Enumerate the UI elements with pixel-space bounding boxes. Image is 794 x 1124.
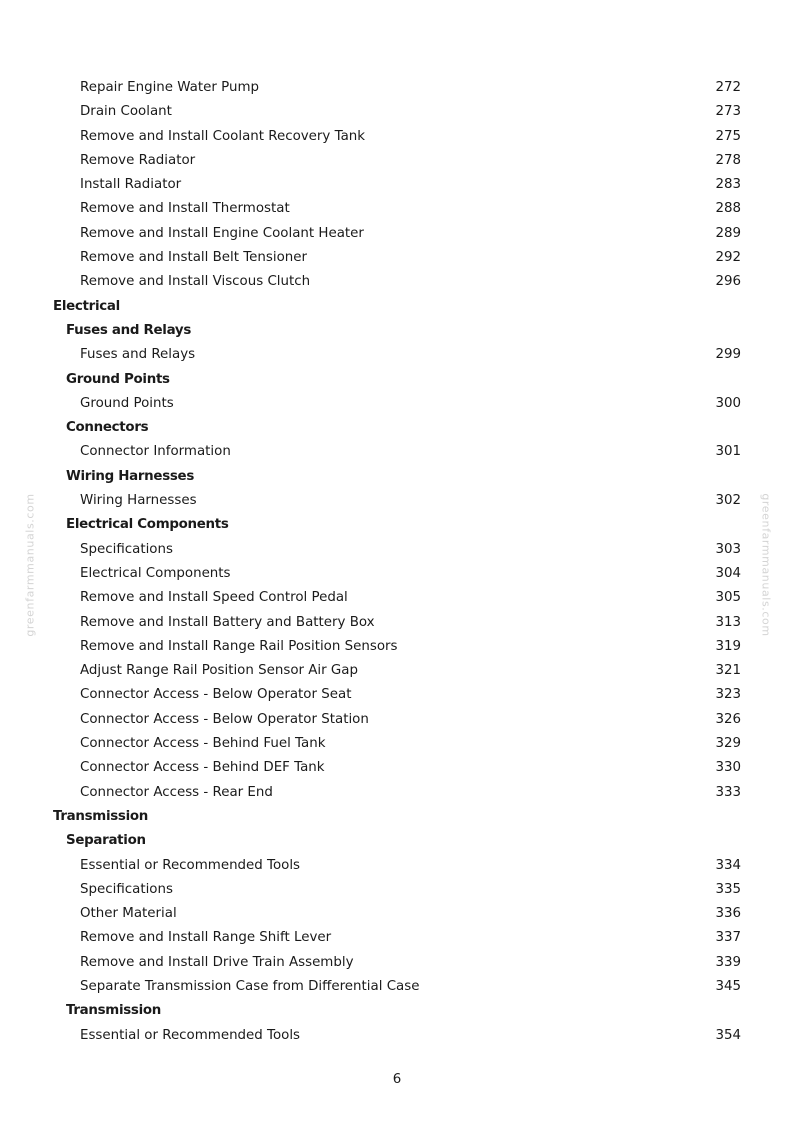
toc-page-number: 301 bbox=[715, 444, 741, 460]
toc-title: Remove and Install Range Shift Lever bbox=[80, 930, 332, 946]
toc-entry[interactable] bbox=[0, 975, 794, 999]
toc-entry[interactable] bbox=[0, 708, 794, 732]
toc-page-number: 278 bbox=[715, 152, 741, 168]
toc-title: Remove and Install Coolant Recovery Tank bbox=[80, 128, 366, 144]
toc-page-number: 339 bbox=[715, 954, 741, 970]
toc-entry[interactable] bbox=[0, 951, 794, 975]
toc-title: Essential or Recommended Tools bbox=[80, 857, 301, 873]
toc-title: Remove and Install Battery and Battery Box bbox=[80, 614, 375, 630]
toc-title: Essential or Recommended Tools bbox=[80, 1027, 301, 1043]
toc-subsection bbox=[0, 319, 794, 343]
toc-page-number: 319 bbox=[715, 638, 741, 654]
toc-page-number: 323 bbox=[715, 687, 741, 703]
page-number: 6 bbox=[392, 1072, 402, 1087]
toc-entry[interactable] bbox=[0, 246, 794, 270]
toc-title: Connector Access - Below Operator Seat bbox=[80, 687, 352, 703]
toc-page-number: 275 bbox=[715, 128, 741, 144]
toc-title: Drain Coolant bbox=[80, 104, 172, 120]
toc-entry[interactable] bbox=[0, 854, 794, 878]
toc-title: Adjust Range Rail Position Sensor Air Gap bbox=[80, 663, 358, 679]
toc-page-number: 335 bbox=[715, 881, 741, 897]
toc-title: Other Material bbox=[80, 906, 177, 922]
toc-entry[interactable] bbox=[0, 635, 794, 659]
toc-page-number: 300 bbox=[715, 395, 741, 411]
watermark-right: greenfarmmanuals.com bbox=[759, 493, 773, 637]
toc-entry[interactable] bbox=[0, 902, 794, 926]
toc-entry[interactable] bbox=[0, 538, 794, 562]
toc-page-number: 273 bbox=[715, 104, 741, 120]
toc-page-number: 292 bbox=[715, 250, 741, 266]
toc-entry[interactable] bbox=[0, 926, 794, 950]
toc-page-number: 337 bbox=[715, 930, 741, 946]
toc-page-number: 334 bbox=[715, 857, 741, 873]
toc-title: Separate Transmission Case from Differential Case bbox=[80, 978, 420, 994]
toc-subsection bbox=[0, 465, 794, 489]
toc-title: Remove and Install Belt Tensioner bbox=[80, 250, 308, 266]
toc-title: Wiring Harnesses bbox=[80, 493, 197, 509]
toc-page-number: 289 bbox=[715, 225, 741, 241]
toc-title: Electrical Components bbox=[66, 517, 229, 533]
toc-title: Electrical Components bbox=[80, 565, 231, 581]
toc-title: Connector Information bbox=[80, 444, 231, 460]
toc-title: Connectors bbox=[66, 420, 149, 436]
toc-page-number: 299 bbox=[715, 347, 741, 363]
toc-entry[interactable] bbox=[0, 878, 794, 902]
toc-section bbox=[0, 805, 794, 829]
toc-title: Transmission bbox=[66, 1003, 162, 1019]
toc-entry[interactable] bbox=[0, 76, 794, 100]
toc-page-number: 303 bbox=[715, 541, 741, 557]
toc-page-number: 288 bbox=[715, 201, 741, 217]
toc-page-number: 305 bbox=[715, 590, 741, 606]
toc-entry[interactable] bbox=[0, 756, 794, 780]
toc-title: Electrical bbox=[53, 298, 120, 314]
toc-subsection bbox=[0, 513, 794, 537]
toc-entry[interactable] bbox=[0, 586, 794, 610]
toc-entry[interactable] bbox=[0, 489, 794, 513]
toc-title: Connector Access - Below Operator Station bbox=[80, 711, 369, 727]
toc-page-number: 321 bbox=[715, 663, 741, 679]
toc-title: Ground Points bbox=[80, 395, 174, 411]
toc-section bbox=[0, 295, 794, 319]
toc-entry[interactable] bbox=[0, 781, 794, 805]
toc-entry[interactable] bbox=[0, 562, 794, 586]
toc-entry[interactable] bbox=[0, 611, 794, 635]
toc-page-number: 302 bbox=[715, 493, 741, 509]
toc-title: Remove Radiator bbox=[80, 152, 196, 168]
toc-page-number: 313 bbox=[715, 614, 741, 630]
toc-title: Remove and Install Thermostat bbox=[80, 201, 290, 217]
toc-page-number: 345 bbox=[715, 978, 741, 994]
toc-subsection bbox=[0, 416, 794, 440]
toc-page-number: 296 bbox=[715, 274, 741, 290]
toc-entry[interactable] bbox=[0, 659, 794, 683]
toc-entry[interactable] bbox=[0, 222, 794, 246]
toc-entry[interactable] bbox=[0, 100, 794, 124]
toc-entry[interactable] bbox=[0, 197, 794, 221]
toc-entry[interactable] bbox=[0, 440, 794, 464]
watermark-left: greenfarmmanuals.com bbox=[23, 493, 37, 637]
toc-title: Install Radiator bbox=[80, 177, 182, 193]
toc-title: Remove and Install Drive Train Assembly bbox=[80, 954, 354, 970]
toc-page-number: 336 bbox=[715, 906, 741, 922]
toc-entry[interactable] bbox=[0, 343, 794, 367]
toc-entry[interactable] bbox=[0, 125, 794, 149]
toc-title: Wiring Harnesses bbox=[66, 468, 194, 484]
toc-title: Fuses and Relays bbox=[66, 322, 192, 338]
table-of-contents bbox=[0, 76, 794, 1048]
toc-page-number: 333 bbox=[715, 784, 741, 800]
toc-title: Specifications bbox=[80, 881, 173, 897]
toc-page-number: 330 bbox=[715, 760, 741, 776]
toc-title: Separation bbox=[66, 833, 146, 849]
toc-title: Specifications bbox=[80, 541, 173, 557]
toc-subsection bbox=[0, 999, 794, 1023]
toc-title: Remove and Install Speed Control Pedal bbox=[80, 590, 348, 606]
toc-title: Repair Engine Water Pump bbox=[80, 80, 259, 95]
toc-entry[interactable] bbox=[0, 173, 794, 197]
toc-title: Connector Access - Behind DEF Tank bbox=[80, 760, 325, 776]
toc-entry[interactable] bbox=[0, 683, 794, 707]
toc-page-number: 354 bbox=[715, 1027, 741, 1043]
toc-page-number: 283 bbox=[715, 177, 741, 193]
toc-page-number: 272 bbox=[715, 80, 741, 95]
toc-title: Connector Access - Behind Fuel Tank bbox=[80, 736, 326, 752]
toc-title: Ground Points bbox=[66, 371, 170, 387]
toc-subsection bbox=[0, 368, 794, 392]
toc-title: Transmission bbox=[53, 808, 149, 824]
toc-title: Remove and Install Viscous Clutch bbox=[80, 274, 311, 290]
toc-title: Connector Access - Rear End bbox=[80, 784, 273, 800]
toc-entry[interactable] bbox=[0, 732, 794, 756]
toc-page-number: 304 bbox=[715, 565, 741, 581]
toc-title: Remove and Install Range Rail Position Sensors bbox=[80, 638, 398, 654]
toc-entry[interactable] bbox=[0, 149, 794, 173]
toc-title: Fuses and Relays bbox=[80, 347, 196, 363]
toc-subsection bbox=[0, 829, 794, 853]
toc-entry[interactable] bbox=[0, 392, 794, 416]
toc-title: Remove and Install Engine Coolant Heater bbox=[80, 225, 364, 241]
toc-entry[interactable] bbox=[0, 270, 794, 294]
toc-entry[interactable] bbox=[0, 1024, 794, 1048]
toc-page-number: 326 bbox=[715, 711, 741, 727]
toc-page-number: 329 bbox=[715, 736, 741, 752]
